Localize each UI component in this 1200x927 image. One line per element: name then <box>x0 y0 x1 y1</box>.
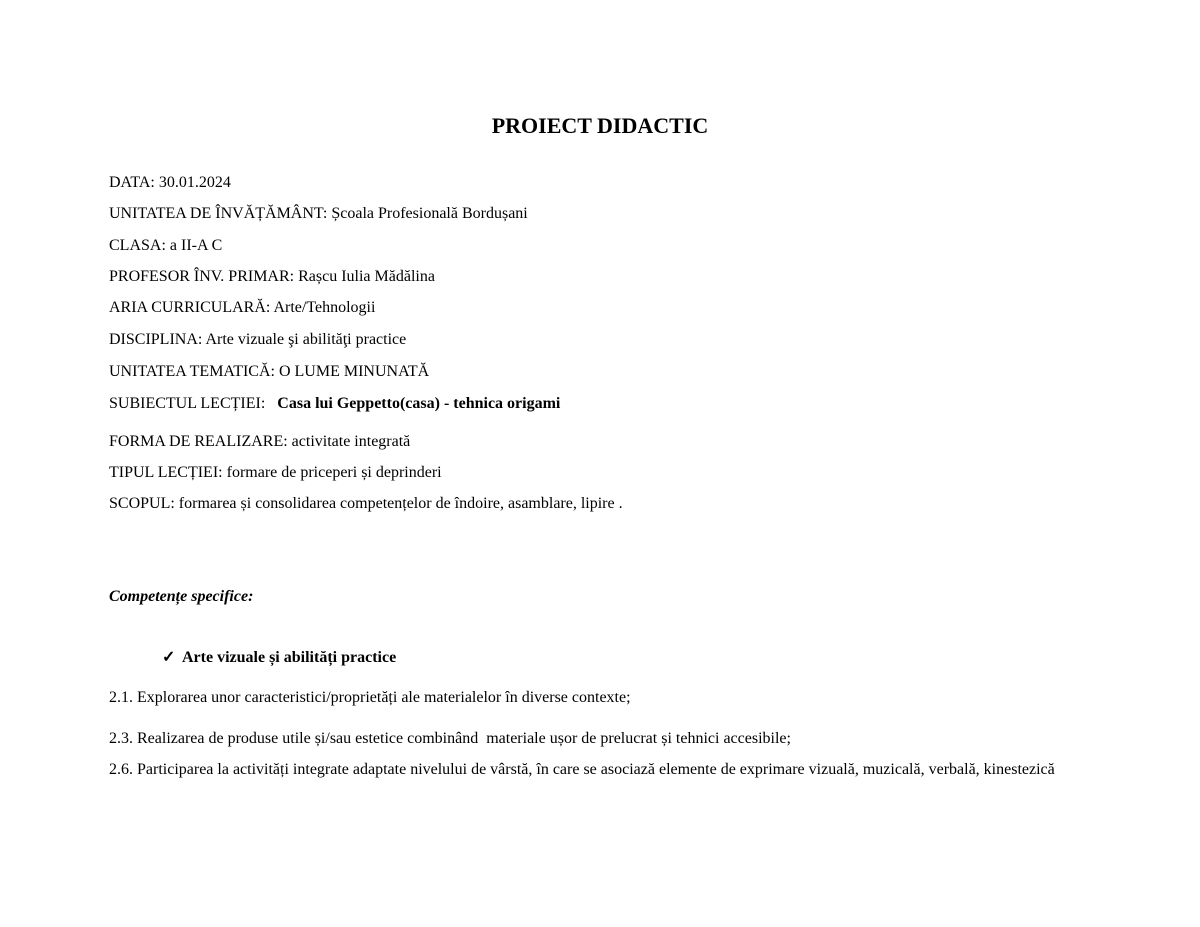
field-value: activitate integrată <box>291 433 411 450</box>
field-clasa <box>109 236 222 256</box>
field-value: O LUME MINUNATĂ <box>278 363 430 380</box>
field-subiectul <box>109 394 560 414</box>
competenta-item: 2.6. Participarea la activități integrate adaptate nivelului de vârstă, în care se asociază elemente de exprimare vizuală, muzicală, verbală, kinestezică <box>109 761 1055 778</box>
field-disciplina <box>109 330 406 350</box>
field-unitatea <box>109 204 528 224</box>
document-title: PROIECT DIDACTIC <box>491 113 709 138</box>
field-label: FORMA DE REALIZARE: <box>109 433 292 450</box>
field-aria <box>109 298 375 318</box>
field-label: UNITATEA TEMATICĂ: <box>109 363 279 380</box>
field-scopul <box>109 494 623 514</box>
field-unitatea-tematica <box>109 362 429 382</box>
field-label: ARIA CURRICULARĂ: <box>109 299 274 316</box>
field-value: formarea și consolidarea competențelor de îndoire, asamblare, lipire . <box>178 495 623 512</box>
field-label: PROFESOR ÎNV. PRIMAR: <box>109 268 299 285</box>
competenta-item: 2.1. Explorarea unor caracteristici/proprietăți ale materialelor în diverse contexte; <box>109 689 631 706</box>
field-value: a II-A C <box>169 237 223 254</box>
field-label: SUBIECTUL LECȚIEI: <box>109 395 278 412</box>
field-tipul <box>109 463 442 483</box>
field-value: Rașcu Iulia Mădălina <box>298 268 435 285</box>
field-value: Casa lui Geppetto(casa) - tehnica origami <box>277 395 561 412</box>
field-forma <box>109 432 410 452</box>
checkmark-icon: ✓ <box>162 649 176 666</box>
field-value: 30.01.2024 <box>158 174 231 191</box>
field-data <box>109 173 231 193</box>
field-value: formare de priceperi și deprinderi <box>226 464 442 481</box>
field-label: SCOPUL: <box>109 495 179 512</box>
field-value: Școala Profesională Bordușani <box>331 205 528 222</box>
field-label: UNITATEA DE ÎNVĂȚĂMÂNT: <box>109 205 332 222</box>
field-value: Arte/Tehnologii <box>273 299 376 316</box>
competente-subject-row <box>162 648 396 668</box>
competenta-item: 2.3. Realizarea de produse utile și/sau estetice combinând materiale ușor de prelucrat și tehnici accesibile; <box>109 730 791 747</box>
field-label: DATA: <box>109 174 159 191</box>
field-label: CLASA: <box>109 237 170 254</box>
field-value: Arte vizuale şi abilităţi practice <box>205 331 407 348</box>
competente-subject: Arte vizuale și abilități practice <box>182 649 397 666</box>
field-label: TIPUL LECȚIEI: <box>109 464 227 481</box>
competente-heading: Competențe specifice: <box>109 588 254 605</box>
field-profesor <box>109 267 435 287</box>
field-label: DISCIPLINA: <box>109 331 206 348</box>
